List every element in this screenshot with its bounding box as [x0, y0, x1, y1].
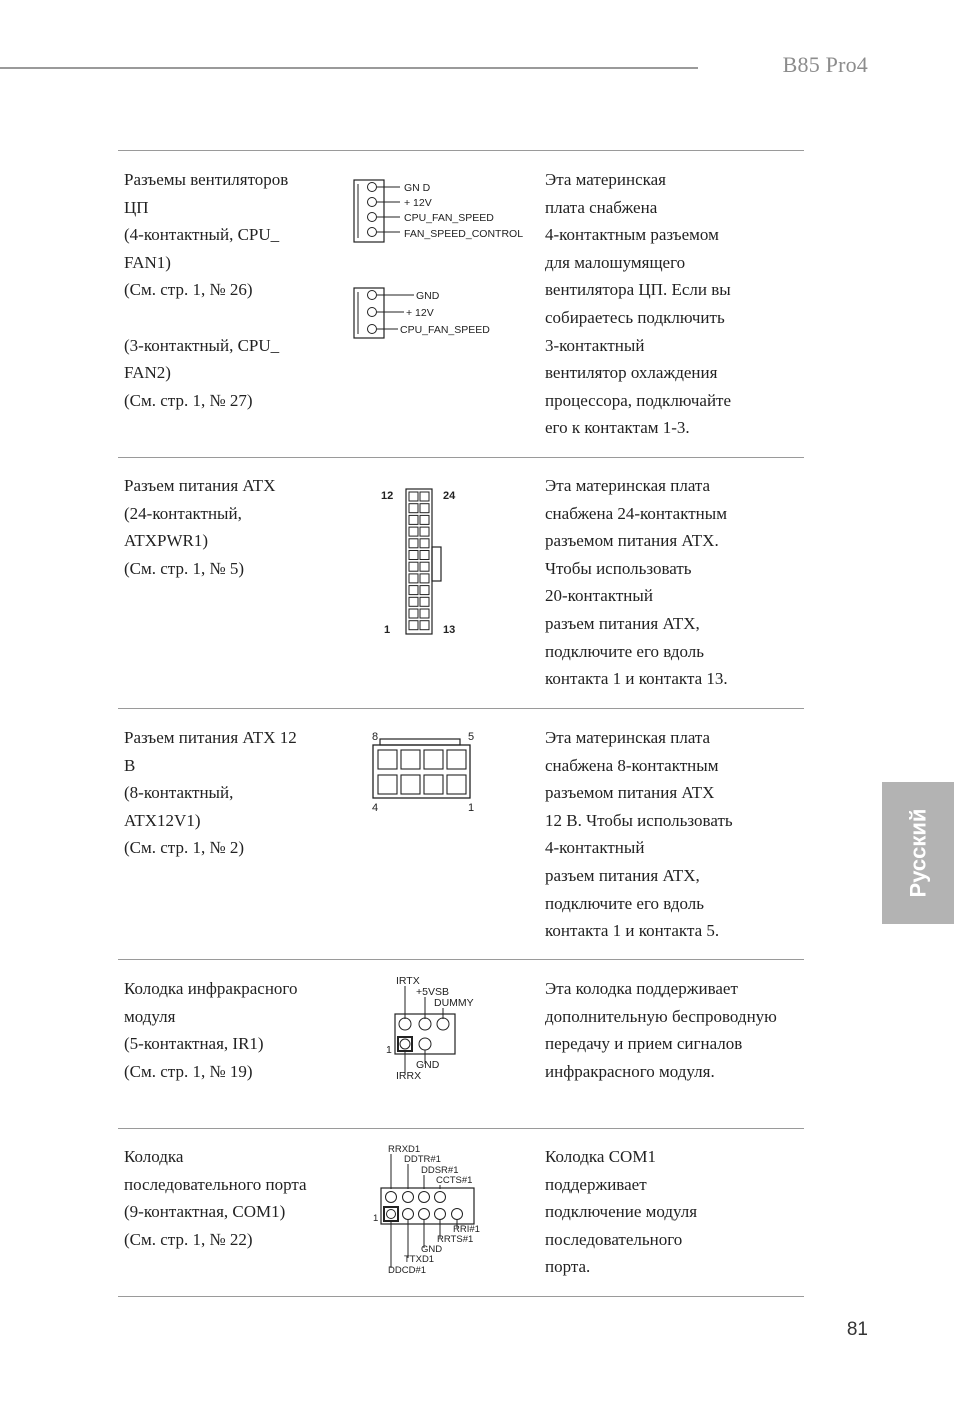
- atx12v-explanation: Эта материнская плата снабжена 8-контактным разъемом питания ATX 12 В. Чтобы использовать 4-контактный разъем питания ATX, подключите его вдоль контакта 1 и контакта 5.: [545, 728, 733, 941]
- atx24-pin: [409, 586, 418, 595]
- atx24-diagram: [378, 485, 468, 640]
- fan4-label: CPU_FAN_SPEED: [404, 212, 494, 224]
- atx24-pin: [409, 504, 418, 513]
- atx24-pin: [409, 574, 418, 583]
- pin-label: 1: [468, 802, 475, 814]
- atx24-description: Разъем питания ATX (24-контактный, ATXPWR1) (См. стр. 1, № 5): [124, 476, 276, 578]
- cpu-fan-diagram: [352, 178, 542, 343]
- atx24-pin: [409, 515, 418, 524]
- atx24-pin: [420, 527, 429, 536]
- com-label: RRI#1: [453, 1224, 480, 1235]
- language-tab: [882, 782, 954, 924]
- com-label: DDTR#1: [404, 1154, 441, 1165]
- fan3-label: + 12V: [406, 307, 434, 319]
- atx24-explanation: Эта материнская плата снабжена 24-контактным разъемом питания ATX. Чтобы использовать 20-контактный разъем питания ATX, подключите его вдоль контакта 1 и контакта 13.: [545, 476, 728, 689]
- atx24-pin: [420, 574, 429, 583]
- page-number: 81: [846, 1319, 868, 1340]
- fan3-label: CPU_FAN_SPEED: [400, 324, 490, 336]
- header-rule: [0, 67, 698, 69]
- atx24-pin: [409, 609, 418, 618]
- com1-diagram: [370, 1142, 490, 1277]
- table-rule: [118, 959, 804, 960]
- ir-label: IRRX: [396, 1070, 422, 1082]
- ir-label: DUMMY: [434, 997, 474, 1009]
- atx24-pin: [420, 562, 429, 571]
- language-tab-label: Русский: [905, 808, 930, 898]
- ir-label: IRTX: [396, 975, 420, 987]
- table-rule: [118, 1296, 804, 1297]
- com1-description: Колодка последовательного порта (9-контактная, COM1) (См. стр. 1, № 22): [124, 1147, 307, 1249]
- atx24-pin: [409, 539, 418, 548]
- table-rule: [118, 708, 804, 709]
- fan4-label: + 12V: [404, 197, 432, 209]
- fan4-label: GN D: [404, 182, 431, 194]
- atx24-pin: [409, 597, 418, 606]
- com-label: DDCD#1: [388, 1265, 427, 1276]
- table-rule: [118, 150, 804, 151]
- pin-label: 12: [381, 490, 394, 502]
- atx24-pin: [420, 551, 429, 560]
- atx12v-diagram: [370, 728, 480, 818]
- com-label: CCTS#1: [436, 1175, 473, 1186]
- model-name: B85 Pro4: [782, 52, 868, 77]
- ir-diagram: [384, 974, 494, 1084]
- pin-label: 5: [468, 731, 475, 743]
- pin-label: 4: [372, 802, 379, 814]
- pin-label: 24: [443, 490, 456, 502]
- com-label: RRTS#1: [437, 1234, 474, 1245]
- atx24-pin: [409, 492, 418, 501]
- atx24-pin: [420, 609, 429, 618]
- com-label: DDSR#1: [421, 1165, 459, 1176]
- ir-label: +5VSB: [416, 986, 449, 998]
- atx24-pin: [420, 515, 429, 524]
- table-rule: [118, 1128, 804, 1129]
- atx12v-description: Разъем питания ATX 12 В (8-контактный, ATX12V1) (См. стр. 1, № 2): [124, 728, 297, 858]
- com1-explanation: Колодка COM1 поддерживает подключение модуля последовательного порта.: [545, 1147, 698, 1277]
- cpu-fan-explanation: Эта материнская плата снабжена 4-контактным разъемом для малошумящего вентилятора ЦП. Если вы собираетесь подключить 3-контактный вентилятор охлаждения процессора, подключайте его к контактам 1-3.: [545, 170, 732, 438]
- fan3-label: GND: [416, 290, 440, 302]
- ir-explanation: Эта колодка поддерживает дополнительную беспроводную передачу и прием сигналов инфракрасного модуля.: [545, 979, 777, 1081]
- atx24-pin: [409, 527, 418, 536]
- ir-description: Колодка инфракрасного модуля (5-контактная, IR1) (См. стр. 1, № 19): [124, 979, 298, 1081]
- atx24-pin: [409, 551, 418, 560]
- cpu-fan-description: Разъемы вентиляторов ЦП (4-контактный, CPU_ FAN1) (См. стр. 1, № 26) (3-контактный, CPU_ FAN2) (См. стр. 1, № 27): [124, 170, 289, 410]
- ir-label: 1: [386, 1044, 392, 1056]
- atx24-pin: [420, 492, 429, 501]
- pin-label: 1: [384, 624, 391, 636]
- com-label: TTXD1: [404, 1254, 435, 1265]
- pin-label: 8: [372, 731, 379, 743]
- pin-label: 13: [443, 624, 456, 636]
- atx24-pin: [409, 562, 418, 571]
- com-label: RRXD1: [388, 1144, 421, 1155]
- atx24-pin: [409, 621, 418, 630]
- atx24-pin: [420, 586, 429, 595]
- ir-label: GND: [416, 1059, 440, 1071]
- table-rule: [118, 457, 804, 458]
- com-label: GND: [421, 1244, 443, 1255]
- atx24-pin: [420, 539, 429, 548]
- atx24-pin: [420, 597, 429, 606]
- fan4-label: FAN_SPEED_CONTROL: [404, 228, 524, 240]
- com-label: 1: [373, 1213, 379, 1224]
- atx24-pin: [420, 504, 429, 513]
- atx24-pin: [420, 621, 429, 630]
